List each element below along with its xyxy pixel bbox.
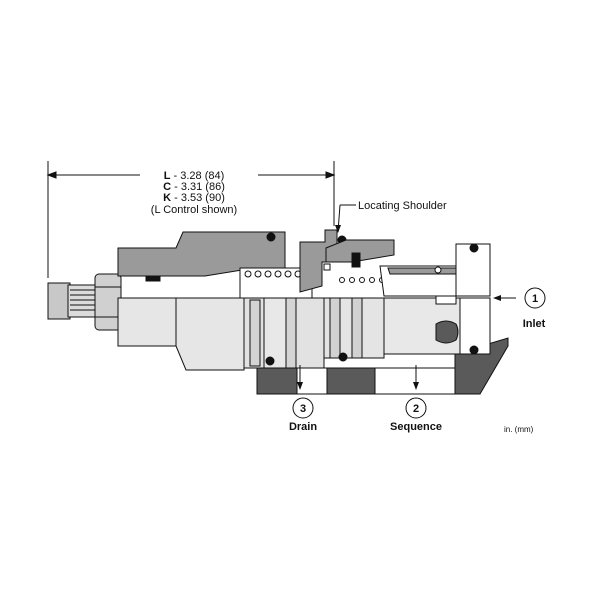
- port-1-number: 1: [531, 293, 539, 305]
- dimension-row-c: C - 3.31 (86): [163, 181, 225, 193]
- port-1-marker: [523, 288, 546, 330]
- dimension-row-k: K - 3.53 (90): [163, 192, 225, 204]
- dimension-note: (L Control shown): [150, 204, 238, 216]
- port-3-label: Drain: [288, 421, 318, 433]
- port-2-label: Sequence: [390, 421, 442, 433]
- shoulder-section: [300, 230, 394, 292]
- main-body-right: [384, 296, 490, 354]
- locating-shoulder-callout: [335, 200, 447, 233]
- dimension-row-l: L - 3.28 (84): [163, 170, 225, 182]
- port-2-marker: [390, 398, 442, 433]
- upper-right-housing: [380, 244, 490, 296]
- port-3-number: 3: [299, 403, 307, 415]
- inlet-flow-arrow: [493, 295, 516, 301]
- locating-shoulder-label: Locating Shoulder: [358, 200, 447, 212]
- port-3-marker: [289, 398, 317, 433]
- lock-nut: [95, 274, 121, 330]
- poppet-spool: [324, 298, 384, 361]
- port-2-number: 2: [412, 403, 420, 415]
- bonnet-lower: [118, 298, 244, 370]
- dimension-text-block: [151, 170, 237, 216]
- cage-body: [244, 298, 324, 368]
- units-label: in. (mm): [504, 425, 534, 434]
- adjustment-screw: [48, 283, 98, 319]
- port-1-label: Inlet: [522, 318, 546, 330]
